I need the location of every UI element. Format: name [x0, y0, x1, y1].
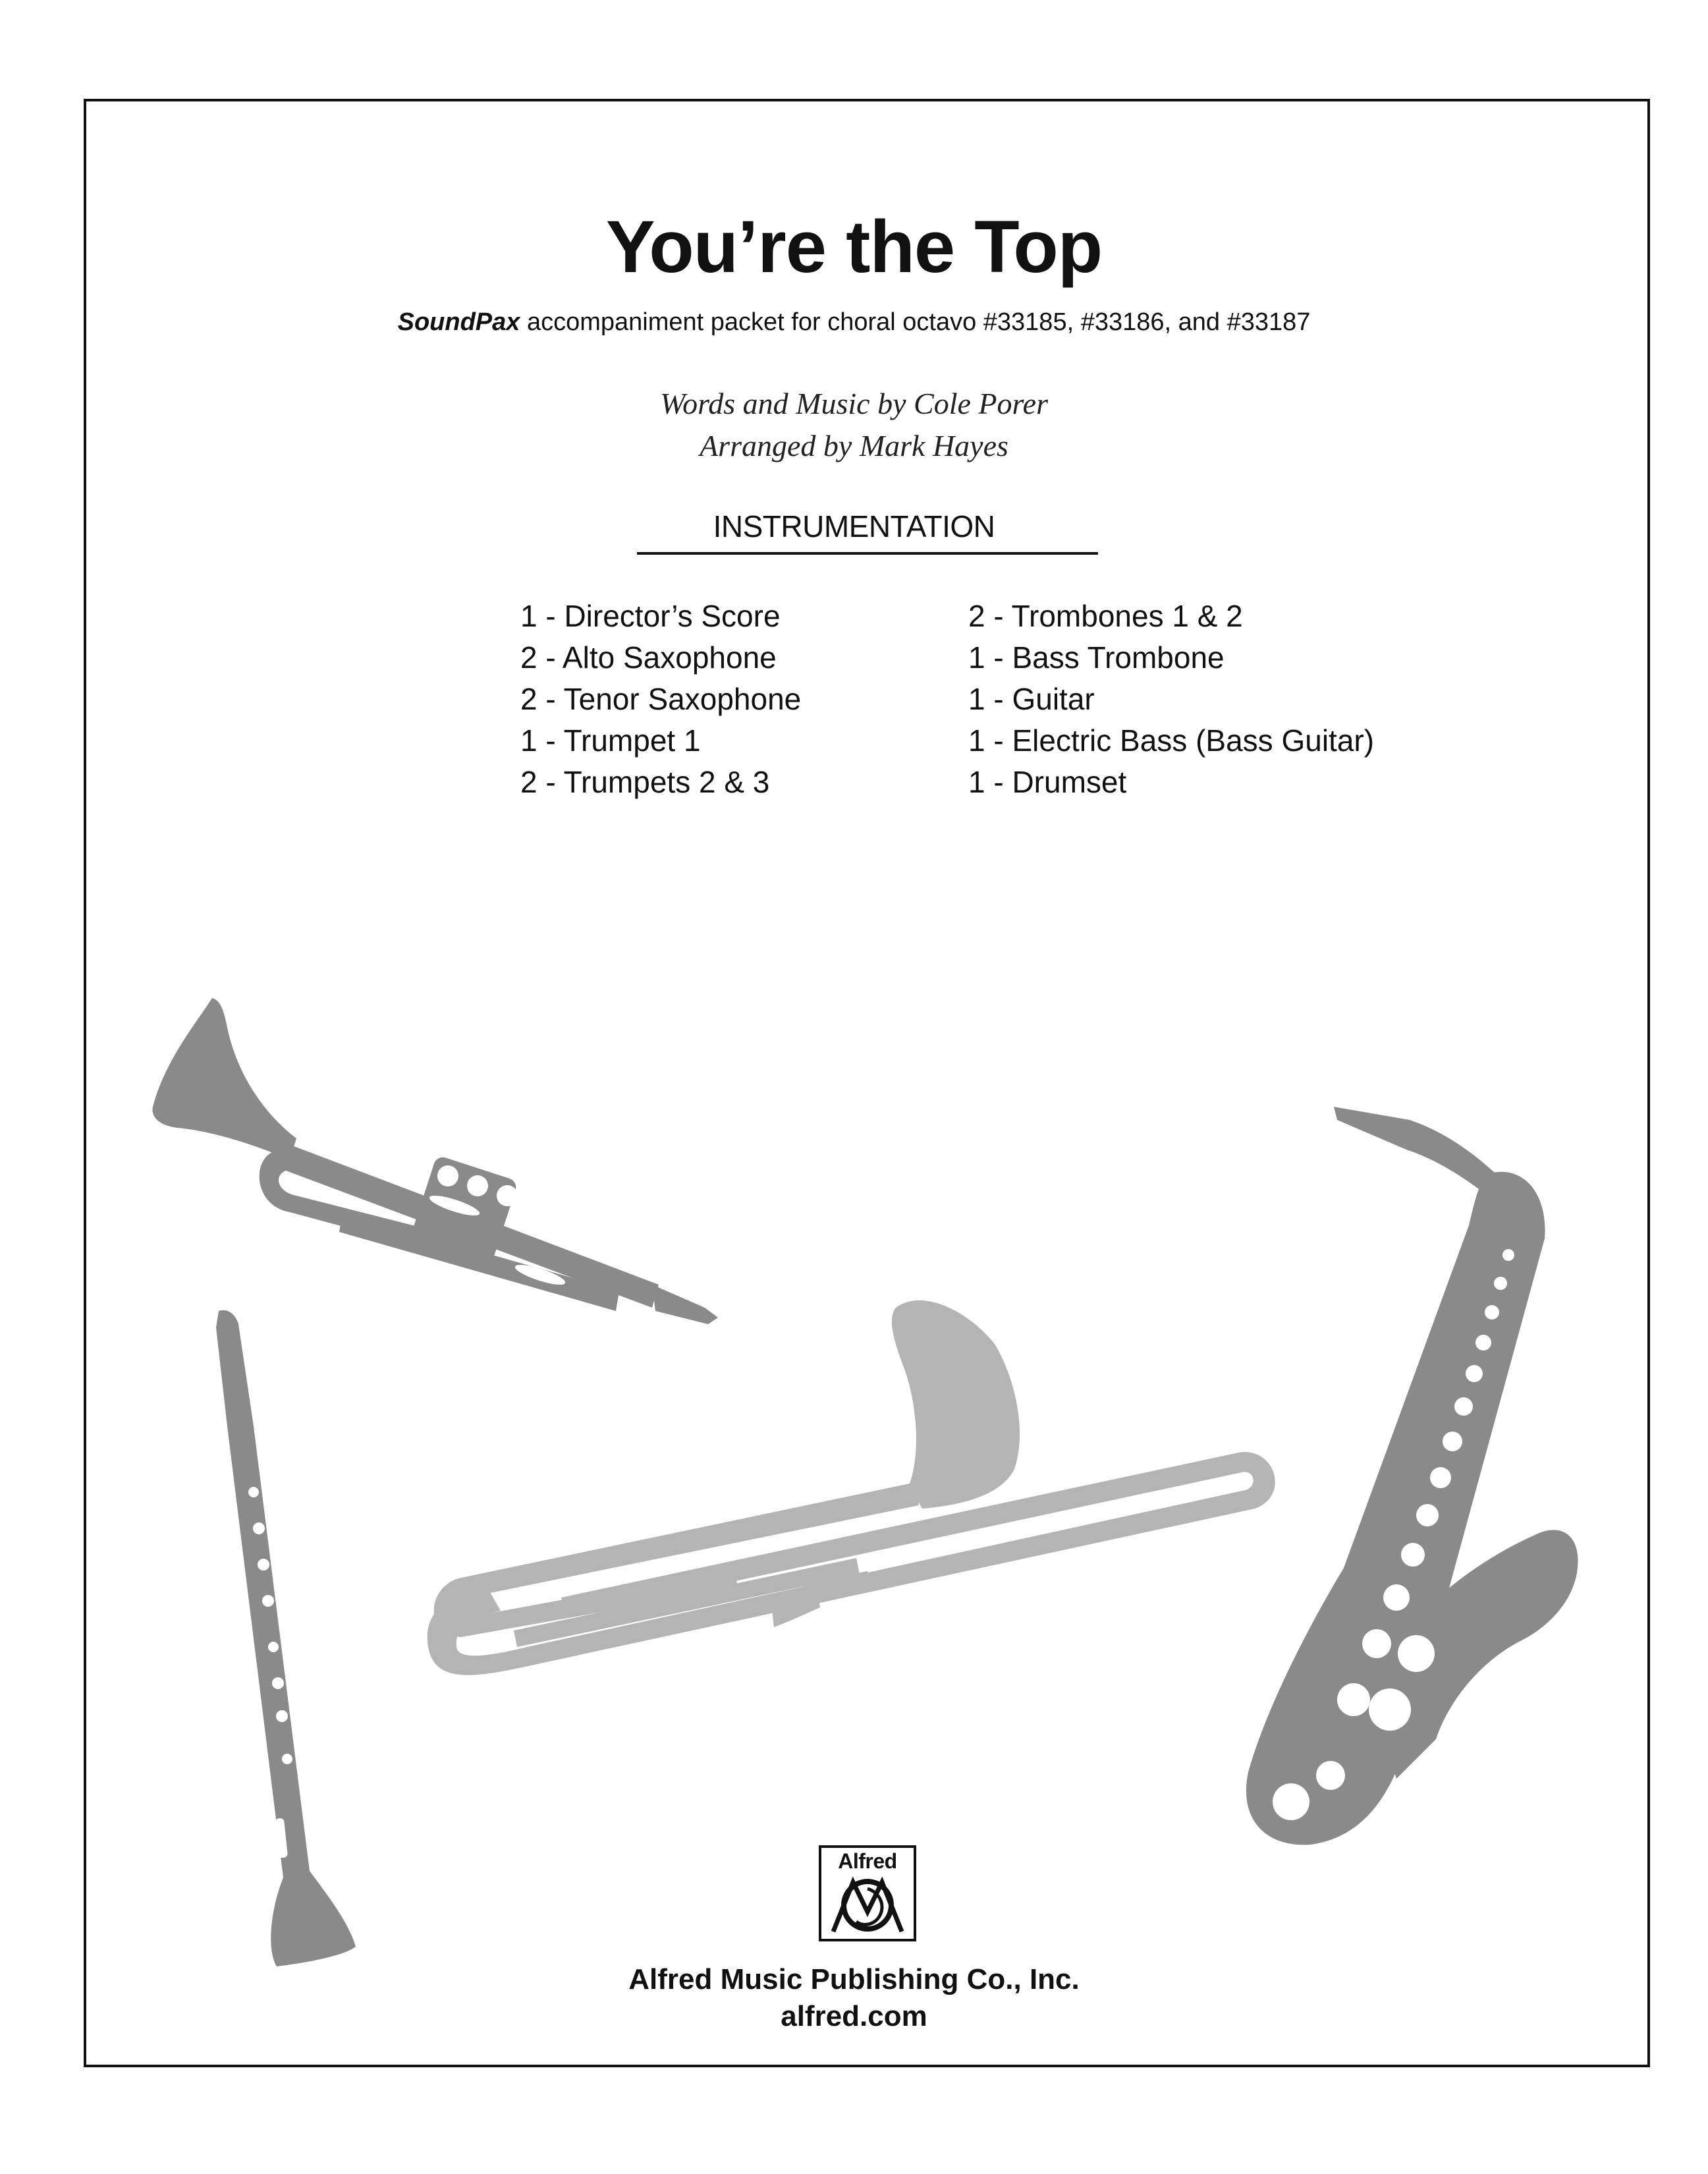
- instrument-item: 2 - Trombones 1 & 2: [968, 599, 1243, 633]
- soundpax-brand: SoundPax: [397, 308, 520, 336]
- instrument-item: 1 - Director’s Score: [520, 599, 781, 633]
- arranger-credit: Arranged by Mark Hayes: [700, 429, 1008, 462]
- instrument-item: 1 - Electric Bass (Bass Guitar): [968, 723, 1375, 758]
- subtitle-text: accompaniment packet for choral octavo #33185, #33186, and #33187: [520, 308, 1311, 336]
- publisher-name: Alfred Music Publishing Co., Inc.: [628, 1963, 1080, 1995]
- saxophone-icon: [1246, 1107, 1578, 1845]
- instrument-item: 1 - Bass Trombone: [968, 640, 1225, 675]
- instrument-item: 1 - Drumset: [968, 765, 1127, 799]
- instrument-item: 1 - Trumpet 1: [520, 723, 701, 758]
- publisher-website: alfred.com: [781, 2000, 927, 2032]
- clarinet-icon: [216, 1310, 356, 1966]
- instrument-item: 1 - Guitar: [968, 682, 1095, 716]
- alfred-emblem-icon: [827, 1876, 908, 1935]
- page-title: You’re the Top: [605, 206, 1103, 288]
- logo-text: Alfred: [838, 1849, 897, 1873]
- alfred-logo: [819, 1845, 916, 1941]
- composer-credit: Words and Music by Cole Porer: [659, 387, 1048, 420]
- trombone-icon: [427, 1300, 1275, 1675]
- instrument-item: 2 - Tenor Saxophone: [520, 682, 802, 716]
- instrument-item: 2 - Trumpets 2 & 3: [520, 765, 770, 799]
- trumpet-icon: [153, 998, 718, 1324]
- instrument-item: 2 - Alto Saxophone: [520, 640, 777, 675]
- instrumentation-heading: INSTRUMENTATION: [713, 509, 995, 544]
